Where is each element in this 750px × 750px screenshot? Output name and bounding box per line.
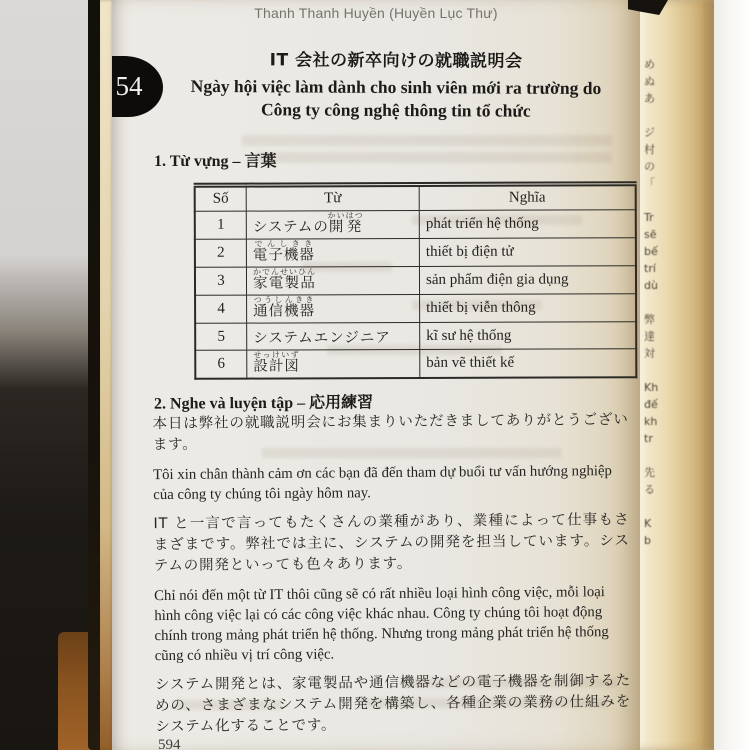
bleed-through-line <box>257 152 612 163</box>
row-meaning: thiết bị viễn thông <box>420 294 637 323</box>
table-row <box>195 349 636 379</box>
row-word <box>246 210 419 239</box>
row-word <box>246 266 419 295</box>
table-row <box>195 294 636 324</box>
row-number: 5 <box>195 323 247 350</box>
paragraph-japanese: システム開発とは、家電製品や通信機器などの電子機器を制御するための、さまざまなシステム開発を構築し、各種企業の業務の仕組みをシステム化することです。 <box>154 672 632 736</box>
lesson-number-badge <box>112 56 163 117</box>
adjacent-page-surface <box>714 0 750 750</box>
lesson-title-vietnamese <box>170 75 622 124</box>
word-plain: システムエンジニア <box>253 330 391 347</box>
word-furigana: でんしきき <box>252 239 315 249</box>
col-header-tu: Từ <box>246 184 419 211</box>
vocab-table-header-row <box>195 184 636 212</box>
adjacent-page-text-fragments: め ぬ あ ジ 村 の 「 Tr sẽ bế trí dù 弊 達 対 Kh đế kh tr 先 る K b <box>644 58 659 547</box>
row-word <box>247 294 420 323</box>
word-base: 通信機器 <box>253 303 316 320</box>
word-base: 開発 <box>327 219 364 236</box>
page-number: 594 <box>158 737 181 750</box>
word-furigana: かいはつ <box>327 211 364 221</box>
row-meaning: kĩ sư hệ thống <box>420 322 637 350</box>
word-furigana: かでんせいひん <box>252 267 316 277</box>
running-header: Thanh Thanh Huyền (Huyền Lục Thư) <box>254 5 498 21</box>
bleed-through-line <box>242 135 612 146</box>
col-header-so: Số <box>195 185 247 211</box>
listening-section-heading: 2. Nghe và luyện tập – 応用練習 <box>153 394 374 413</box>
title-vi-line2: Công ty công nghệ thông tin tổ chức <box>261 99 531 121</box>
word-ruby <box>253 350 300 375</box>
word-ruby <box>252 267 317 292</box>
word-ruby <box>327 211 364 236</box>
title-vi-line1: Ngày hội việc làm dành cho sinh viên mới ra trường do <box>190 75 602 99</box>
paragraph-vietnamese: Chỉ nói đến một từ IT thôi cũng sẽ có rất nhiều loại hình công việc, mỗi loại hình công việc lại có các công việc khác nhau. Công ty chúng tôi hoạt động chính trong mảng phát triển hệ thống. Nhưng trong mảng phát triển hệ thống cũng có nhiều vị trí công việc. <box>154 584 609 665</box>
row-number: 3 <box>195 267 247 295</box>
table-row <box>195 266 636 296</box>
paragraph-vietnamese: Tôi xin chân thành cảm ơn các bạn đã đến tham dự buổi tư vấn hướng nghiệp của công ty chúng tôi ngày hôm nay. <box>153 463 612 504</box>
lesson-title-block <box>170 45 622 124</box>
word-plain: システムの <box>252 219 329 236</box>
vocab-section-heading: 1. Từ vựng – 言葉 <box>154 153 277 170</box>
book-page <box>112 0 640 750</box>
word-base: 家電製品 <box>252 275 317 292</box>
paragraph-japanese: IT と一言で言ってもたくさんの業種があり、業種によって仕事もさまざまです。弊社では主に、システムの開発を担当しています。システムの開発といっても色々あります。 <box>153 511 630 575</box>
word-base: 電子機器 <box>252 247 315 264</box>
lesson-body-text <box>153 410 632 747</box>
col-header-nghia: Nghĩa <box>419 184 636 211</box>
word-furigana: せっけいず <box>253 350 300 360</box>
paragraph-japanese: 本日は弊社の就職説明会にお集まりいただきましてありがとうございます。 <box>152 411 629 454</box>
row-number: 6 <box>195 350 247 379</box>
row-meaning: bản vẽ thiết kế <box>420 349 637 378</box>
row-word <box>246 238 419 267</box>
row-meaning: sản phẩm điện gia dụng <box>419 266 636 295</box>
row-number: 2 <box>195 239 247 267</box>
word-ruby <box>252 239 315 264</box>
lesson-title-japanese: IT 会社の新卒向けの就職説明会 <box>269 50 523 72</box>
word-base: 設計図 <box>253 358 300 375</box>
row-meaning: thiết bị điện tử <box>419 238 636 267</box>
word-furigana: つうしんきき <box>253 295 316 305</box>
row-number: 4 <box>195 295 247 323</box>
row-word <box>247 322 420 350</box>
lesson-number: 54 <box>115 71 143 101</box>
row-meaning: phát triển hệ thống <box>419 210 636 239</box>
row-word <box>247 349 420 378</box>
word-ruby <box>253 295 316 320</box>
table-row <box>195 210 636 240</box>
table-row <box>195 238 636 268</box>
table-row <box>195 322 636 351</box>
vocab-table <box>194 181 638 380</box>
row-number: 1 <box>195 211 247 239</box>
